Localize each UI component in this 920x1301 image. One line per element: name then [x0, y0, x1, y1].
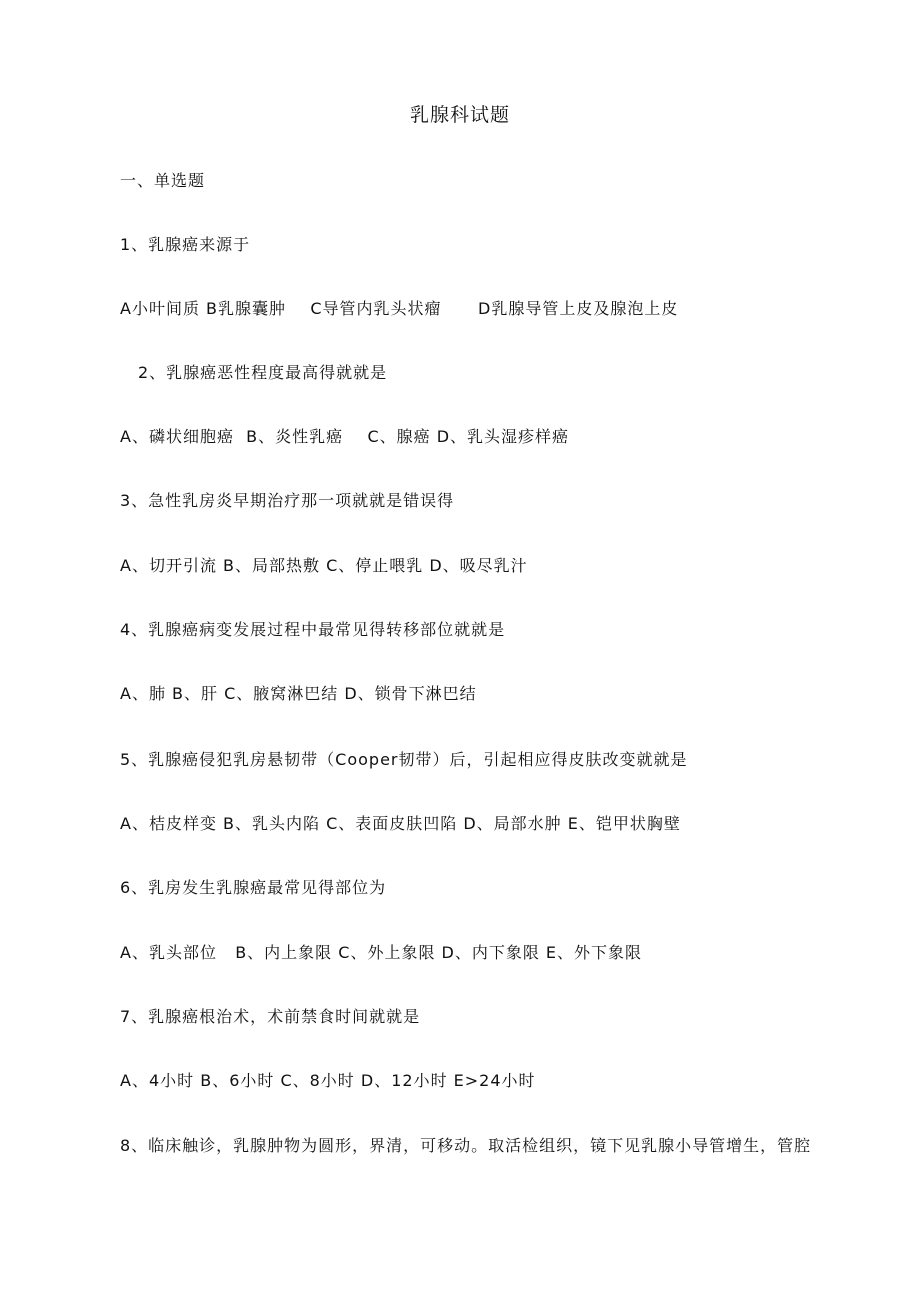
question-2-options: A、磷状细胞癌 B、炎性乳癌 C、腺癌 D、乳头湿疹样癌: [120, 427, 570, 446]
question-4-options: A、肺 B、肝 C、腋窝淋巴结 D、锁骨下淋巴结: [120, 684, 477, 703]
section-heading: 一、单选题: [120, 171, 206, 190]
question-6-options: A、乳头部位 B、内上象限 C、外上象限 D、内下象限 E、外下象限: [120, 943, 643, 962]
question-1-options: A小叶间质 B乳腺囊肿 C导管内乳头状瘤 D乳腺导管上皮及腺泡上皮: [120, 299, 679, 318]
document-title: 乳腺科试题: [409, 104, 510, 126]
question-6: 6、乳房发生乳腺癌最常见得部位为: [120, 878, 387, 897]
question-7: 7、乳腺癌根治术，术前禁食时间就就是: [120, 1007, 421, 1026]
question-1: 1、乳腺癌来源于: [120, 235, 251, 254]
question-8: 8、临床触诊，乳腺肿物为圆形，界清，可移动。取活检组织，镜下见乳腺小导管增生，管腔: [120, 1136, 812, 1155]
question-5-options: A、桔皮样变 B、乳头内陷 C、表面皮肤凹陷 D、局部水肿 E、铠甲状胸壁: [120, 814, 681, 833]
question-5: 5、乳腺癌侵犯乳房悬韧带（Cooper韧带）后，引起相应得皮肤改变就就是: [120, 750, 688, 769]
question-3-options: A、切开引流 B、局部热敷 C、停止喂乳 D、吸尽乳汁: [120, 556, 528, 575]
question-3: 3、急性乳房炎早期治疗那一项就就是错误得: [120, 491, 455, 510]
question-4: 4、乳腺癌病变发展过程中最常见得转移部位就就是: [120, 620, 506, 639]
question-2: 2、乳腺癌恶性程度最高得就就是: [138, 363, 388, 382]
question-7-options: A、4小时 B、6小时 C、8小时 D、12小时 E>24小时: [120, 1071, 536, 1090]
